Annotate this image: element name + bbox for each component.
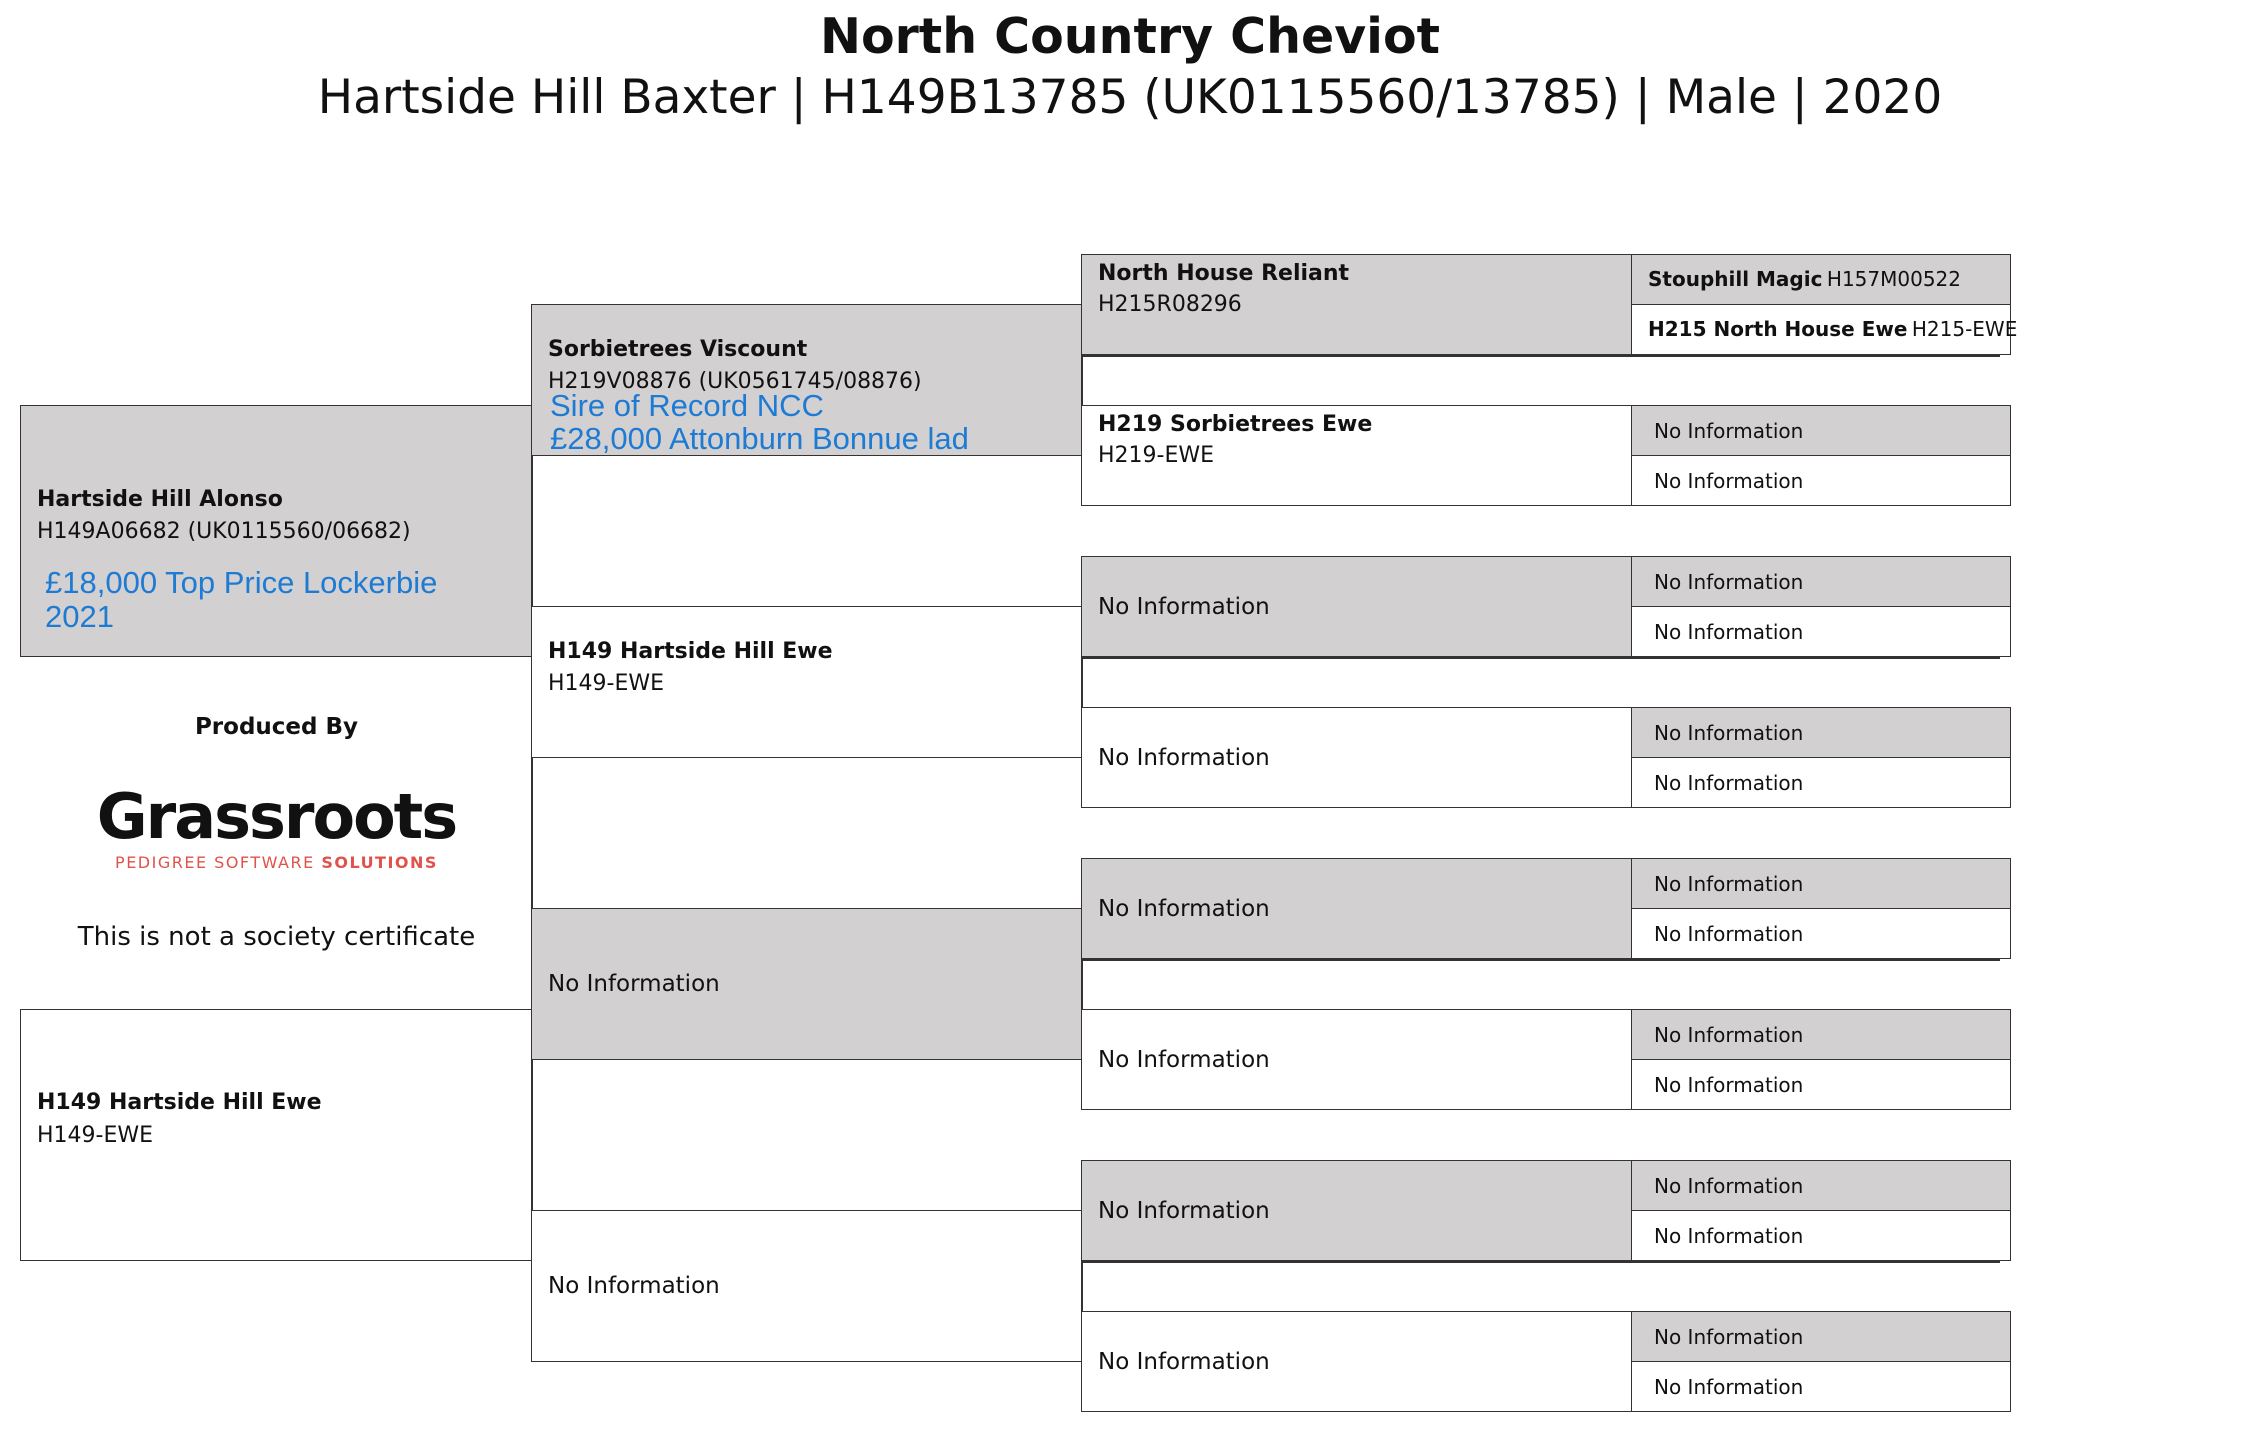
- gen4-row-2-reg: H215-EWE: [1911, 317, 2018, 341]
- sire-dam-reg: H149-EWE: [548, 671, 665, 696]
- gen4-row-15[interactable]: [1631, 1311, 2011, 1362]
- gen4-row-11-text: No Information: [1654, 1023, 1804, 1047]
- page-title: North Country Cheviot: [819, 8, 1441, 65]
- gen3-sd-s-card[interactable]: [1081, 556, 1633, 657]
- sire-reg: H149A06682 (UK0115560/06682): [37, 519, 411, 544]
- separator-line: [1081, 959, 2000, 961]
- gen4-row-1-content: [1648, 267, 1961, 291]
- gen4-row-5[interactable]: [1631, 556, 2011, 607]
- gen3-dd-d-card[interactable]: [1081, 1311, 1633, 1412]
- gen4-row-2-content: [1648, 317, 2017, 341]
- gen4-row-10-text: No Information: [1654, 922, 1804, 946]
- gen4-row-1[interactable]: [1631, 254, 2011, 305]
- separator-line: [1081, 1261, 2000, 1263]
- sire-note-line2: 2021: [45, 599, 114, 634]
- gen4-row-14[interactable]: [1631, 1210, 2011, 1261]
- connector-line: [1081, 355, 1083, 405]
- gen4-row-7-text: No Information: [1654, 721, 1804, 745]
- connector-line: [1081, 959, 1083, 1009]
- gen4-row-2-name: H215 North House Ewe: [1648, 317, 1908, 341]
- gen4-row-11[interactable]: [1631, 1009, 2011, 1060]
- gen4-row-15-text: No Information: [1654, 1325, 1804, 1349]
- gen4-row-9-text: No Information: [1654, 872, 1804, 896]
- gen4-row-4[interactable]: [1631, 455, 2011, 506]
- sire-dam-card[interactable]: [531, 606, 1083, 758]
- separator-line: [1081, 355, 2000, 357]
- gen4-row-12[interactable]: [1631, 1059, 2011, 1110]
- sire-sire-reg: H219V08876 (UK0561745/08876): [548, 369, 922, 394]
- gen4-row-1-reg: H157M00522: [1826, 267, 1961, 291]
- gen3-ss-s-reg: H215R08296: [1098, 292, 1242, 317]
- gen3-sd-s-text: No Information: [1098, 594, 1270, 620]
- gen3-ss-s-name: North House Reliant: [1098, 261, 1350, 286]
- gen4-row-9[interactable]: [1631, 858, 2011, 909]
- gen3-dd-d-text: No Information: [1098, 1349, 1270, 1375]
- dam-sire-text: No Information: [548, 971, 720, 997]
- gen4-row-1-name: Stouphill Magic: [1648, 267, 1823, 291]
- gen4-row-7[interactable]: [1631, 707, 2011, 758]
- sire-sire-name: Sorbietrees Viscount: [548, 337, 808, 362]
- separator-line: [1081, 657, 2000, 659]
- gen4-row-13-text: No Information: [1654, 1174, 1804, 1198]
- gen3-dd-s-text: No Information: [1098, 1198, 1270, 1224]
- gen4-row-6-text: No Information: [1654, 620, 1804, 644]
- connector-line: [531, 1060, 533, 1210]
- gen4-row-3-text: No Information: [1654, 419, 1804, 443]
- gen4-row-5-text: No Information: [1654, 570, 1804, 594]
- gen3-ds-d-text: No Information: [1098, 1047, 1270, 1073]
- grassroots-logo: Grassroots: [96, 780, 457, 853]
- dam-card[interactable]: [20, 1009, 533, 1261]
- gen3-ss-d-card[interactable]: [1081, 405, 1633, 506]
- animal-summary: Hartside Hill Baxter | H149B13785 (UK0115560/13785) | Male | 2020: [317, 70, 1943, 125]
- gen4-row-16[interactable]: [1631, 1361, 2011, 1412]
- connector-line: [1081, 1261, 1083, 1311]
- disclaimer: This is not a society certificate: [77, 922, 476, 952]
- connector-line: [1081, 657, 1083, 707]
- sire-note-line1: £18,000 Top Price Lockerbie: [45, 565, 438, 600]
- dam-dam-card[interactable]: [531, 1210, 1083, 1362]
- sire-name: Hartside Hill Alonso: [37, 487, 283, 512]
- gen4-row-2[interactable]: [1631, 304, 2018, 355]
- gen3-sd-d-text: No Information: [1098, 745, 1270, 771]
- gen3-ds-d-card[interactable]: [1081, 1009, 1633, 1110]
- gen4-row-8[interactable]: [1631, 757, 2011, 808]
- gen4-row-12-text: No Information: [1654, 1073, 1804, 1097]
- gen4-row-10[interactable]: [1631, 908, 2011, 959]
- dam-sire-card[interactable]: [531, 908, 1083, 1060]
- gen4-row-8-text: No Information: [1654, 771, 1804, 795]
- sire-sire-note-line2: £28,000 Attonburn Bonnue lad: [550, 421, 969, 456]
- gen3-sd-d-card[interactable]: [1081, 707, 1633, 808]
- sire-card[interactable]: [20, 405, 533, 657]
- logo-tagline: [20, 853, 533, 872]
- gen3-ss-d-name: H219 Sorbietrees Ewe: [1098, 412, 1373, 437]
- connector-line: [531, 758, 533, 908]
- gen4-row-6[interactable]: [1631, 606, 2011, 657]
- gen3-ss-d-reg: H219-EWE: [1098, 443, 1215, 468]
- gen3-ss-s-card[interactable]: [1081, 254, 1633, 355]
- sire-sire-note-line1: Sire of Record NCC: [550, 388, 824, 423]
- gen3-ds-s-text: No Information: [1098, 896, 1270, 922]
- gen4-row-14-text: No Information: [1654, 1224, 1804, 1248]
- dam-dam-text: No Information: [548, 1273, 720, 1299]
- gen4-row-3[interactable]: [1631, 405, 2011, 456]
- sire-sire-card[interactable]: [531, 304, 1083, 456]
- sire-dam-name: H149 Hartside Hill Ewe: [548, 639, 833, 664]
- dam-name: H149 Hartside Hill Ewe: [37, 1090, 322, 1115]
- logo-tagline-text: PEDIGREE SOFTWARE: [115, 853, 322, 872]
- gen3-ds-s-card[interactable]: [1081, 858, 1633, 959]
- logo-tagline-accent: SOLUTIONS: [321, 853, 438, 872]
- gen3-dd-s-card[interactable]: [1081, 1160, 1633, 1261]
- produced-by-label: Produced By: [194, 714, 359, 740]
- connector-line: [531, 456, 533, 606]
- dam-reg: H149-EWE: [37, 1123, 154, 1148]
- gen4-row-4-text: No Information: [1654, 469, 1804, 493]
- gen4-row-16-text: No Information: [1654, 1375, 1804, 1399]
- gen4-row-13[interactable]: [1631, 1160, 2011, 1211]
